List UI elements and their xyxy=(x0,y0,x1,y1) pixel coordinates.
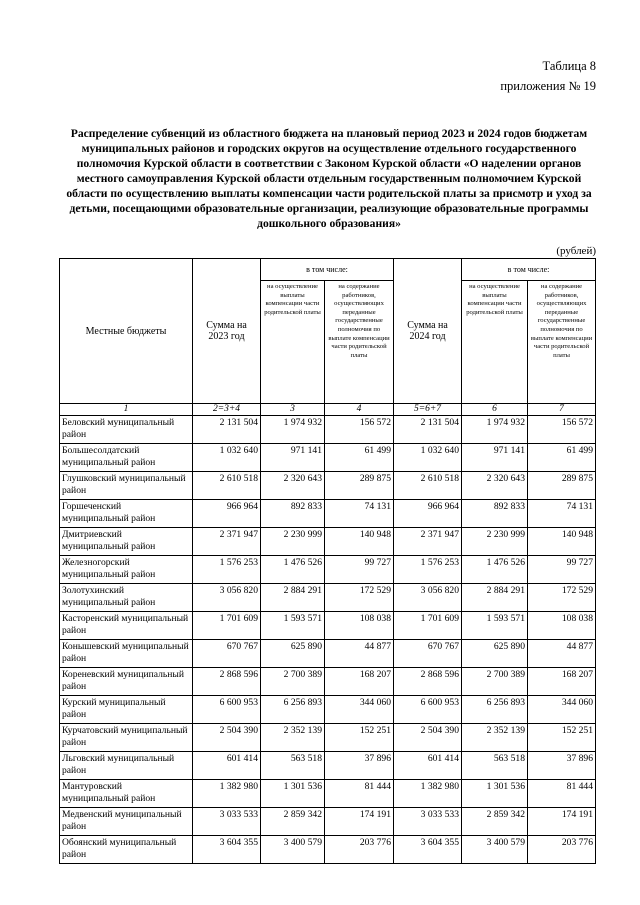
amount-cell: 1 301 536 xyxy=(261,780,325,808)
amount-cell: 74 131 xyxy=(528,500,596,528)
col-including-2024: в том числе: xyxy=(462,259,596,281)
amount-cell: 108 038 xyxy=(528,612,596,640)
table-row xyxy=(60,752,596,780)
amount-cell: 1 576 253 xyxy=(394,556,462,584)
amount-cell: 152 251 xyxy=(325,724,394,752)
amount-cell: 99 727 xyxy=(528,556,596,584)
amount-cell: 601 414 xyxy=(193,752,261,780)
amount-cell: 289 875 xyxy=(528,472,596,500)
table-row xyxy=(60,584,596,612)
amount-cell: 2 868 596 xyxy=(394,668,462,696)
table-reference xyxy=(500,56,596,96)
amount-cell: 2 868 596 xyxy=(193,668,261,696)
amount-cell: 971 141 xyxy=(462,444,528,472)
amount-cell: 2 131 504 xyxy=(394,416,462,444)
amount-cell: 6 600 953 xyxy=(193,696,261,724)
amount-cell: 156 572 xyxy=(528,416,596,444)
amount-cell: 670 767 xyxy=(394,640,462,668)
amount-cell: 1 974 932 xyxy=(462,416,528,444)
region-name: Железногорский муниципальный район xyxy=(60,556,193,584)
amount-cell: 289 875 xyxy=(325,472,394,500)
amount-cell: 174 191 xyxy=(528,808,596,836)
column-number: 6 xyxy=(462,404,528,416)
amount-cell: 37 896 xyxy=(528,752,596,780)
region-name: Большесолдатский муниципальный район xyxy=(60,444,193,472)
unit-label: (рублей) xyxy=(556,245,596,257)
amount-cell: 1 476 526 xyxy=(462,556,528,584)
table-row xyxy=(60,416,596,444)
amount-cell: 892 833 xyxy=(462,500,528,528)
amount-cell: 892 833 xyxy=(261,500,325,528)
appendix-label: приложения № 19 xyxy=(500,79,596,93)
table-row xyxy=(60,556,596,584)
amount-cell: 172 529 xyxy=(325,584,394,612)
amount-cell: 3 604 355 xyxy=(193,836,261,864)
amount-cell: 2 352 139 xyxy=(462,724,528,752)
amount-cell: 61 499 xyxy=(325,444,394,472)
amount-cell: 6 256 893 xyxy=(261,696,325,724)
amount-cell: 971 141 xyxy=(261,444,325,472)
amount-cell: 108 038 xyxy=(325,612,394,640)
amount-cell: 1 032 640 xyxy=(193,444,261,472)
amount-cell: 203 776 xyxy=(528,836,596,864)
region-name: Глушковский муниципальный район xyxy=(60,472,193,500)
column-number: 5=6+7 xyxy=(394,404,462,416)
column-number: 3 xyxy=(261,404,325,416)
region-name: Медвенский муниципальный район xyxy=(60,808,193,836)
amount-cell: 168 207 xyxy=(528,668,596,696)
amount-cell: 1 382 980 xyxy=(394,780,462,808)
col-maintenance-2024: на содержание работников, осуществляющих переданные государственные полномочия по выплате компенсации части родительской платы xyxy=(528,281,596,404)
amount-cell: 2 884 291 xyxy=(261,584,325,612)
table-row xyxy=(60,696,596,724)
table-row xyxy=(60,612,596,640)
amount-cell: 140 948 xyxy=(528,528,596,556)
region-name: Кореневский муниципальный район xyxy=(60,668,193,696)
region-name: Курский муниципальный район xyxy=(60,696,193,724)
region-name: Обоянский муниципальный район xyxy=(60,836,193,864)
amount-cell: 3 033 533 xyxy=(394,808,462,836)
amount-cell: 1 382 980 xyxy=(193,780,261,808)
table-row xyxy=(60,500,596,528)
amount-cell: 2 700 389 xyxy=(261,668,325,696)
region-name: Льговский муниципальный район xyxy=(60,752,193,780)
col-local-budgets: Местные бюджеты xyxy=(60,259,193,404)
region-name: Конышевский муниципальный район xyxy=(60,640,193,668)
amount-cell: 1 476 526 xyxy=(261,556,325,584)
amount-cell: 2 859 342 xyxy=(462,808,528,836)
table-row xyxy=(60,780,596,808)
amount-cell: 625 890 xyxy=(462,640,528,668)
amount-cell: 1 576 253 xyxy=(193,556,261,584)
region-name: Беловский муниципальный район xyxy=(60,416,193,444)
amount-cell: 172 529 xyxy=(528,584,596,612)
table-row xyxy=(60,724,596,752)
amount-cell: 601 414 xyxy=(394,752,462,780)
region-name: Горшеченский муниципальный район xyxy=(60,500,193,528)
amount-cell: 2 320 643 xyxy=(261,472,325,500)
amount-cell: 99 727 xyxy=(325,556,394,584)
amount-cell: 344 060 xyxy=(528,696,596,724)
amount-cell: 2 371 947 xyxy=(394,528,462,556)
amount-cell: 44 877 xyxy=(325,640,394,668)
col-sum-2023: Сумма на 2023 год xyxy=(193,259,261,404)
amount-cell: 563 518 xyxy=(462,752,528,780)
col-compensation-2023: на осуществление выплаты компенсации части родительской платы xyxy=(261,281,325,404)
amount-cell: 670 767 xyxy=(193,640,261,668)
table-body xyxy=(60,416,596,864)
amount-cell: 563 518 xyxy=(261,752,325,780)
amount-cell: 3 604 355 xyxy=(394,836,462,864)
column-number: 4 xyxy=(325,404,394,416)
amount-cell: 625 890 xyxy=(261,640,325,668)
region-name: Золотухинский муниципальный район xyxy=(60,584,193,612)
amount-cell: 2 504 390 xyxy=(394,724,462,752)
amount-cell: 2 131 504 xyxy=(193,416,261,444)
amount-cell: 2 230 999 xyxy=(261,528,325,556)
amount-cell: 81 444 xyxy=(325,780,394,808)
table-row xyxy=(60,472,596,500)
amount-cell: 6 256 893 xyxy=(462,696,528,724)
amount-cell: 3 056 820 xyxy=(193,584,261,612)
region-name: Дмитриевский муниципальный район xyxy=(60,528,193,556)
amount-cell: 1 701 609 xyxy=(193,612,261,640)
amount-cell: 2 352 139 xyxy=(261,724,325,752)
region-name: Касторенский муниципальный район xyxy=(60,612,193,640)
table-row xyxy=(60,836,596,864)
amount-cell: 3 033 533 xyxy=(193,808,261,836)
region-name: Мантуровский муниципальный район xyxy=(60,780,193,808)
amount-cell: 2 610 518 xyxy=(394,472,462,500)
amount-cell: 966 964 xyxy=(193,500,261,528)
amount-cell: 344 060 xyxy=(325,696,394,724)
amount-cell: 3 056 820 xyxy=(394,584,462,612)
amount-cell: 74 131 xyxy=(325,500,394,528)
amount-cell: 140 948 xyxy=(325,528,394,556)
amount-cell: 44 877 xyxy=(528,640,596,668)
document-title: Распределение субвенций из областного бюджета на плановый период 2023 и 2024 годов бюджетам муниципальных районов и городских округов на осуществление отдельного государственного полномочия Курской области в соответствии с Законом Курской области «О наделении органов местного самоуправления Курской области отдельным государственным полномочием Курской области по осуществлению выплаты компенсации части родительской платы за присмотр и уход за детьми, посещающими образовательные организации, реализующие образовательные программы дошкольного образования» xyxy=(66,127,592,230)
region-name: Курчатовский муниципальный район xyxy=(60,724,193,752)
amount-cell: 2 700 389 xyxy=(462,668,528,696)
amount-cell: 966 964 xyxy=(394,500,462,528)
amount-cell: 6 600 953 xyxy=(394,696,462,724)
amount-cell: 2 859 342 xyxy=(261,808,325,836)
col-compensation-2024: на осуществление выплаты компенсации части родительской платы xyxy=(462,281,528,404)
amount-cell: 3 400 579 xyxy=(462,836,528,864)
subsidy-table xyxy=(59,258,596,864)
table-label: Таблица 8 xyxy=(542,59,596,73)
column-number: 7 xyxy=(528,404,596,416)
table-row xyxy=(60,640,596,668)
amount-cell: 1 301 536 xyxy=(462,780,528,808)
table-row xyxy=(60,668,596,696)
amount-cell: 81 444 xyxy=(528,780,596,808)
amount-cell: 2 610 518 xyxy=(193,472,261,500)
col-including-2023: в том числе: xyxy=(261,259,394,281)
amount-cell: 37 896 xyxy=(325,752,394,780)
amount-cell: 1 032 640 xyxy=(394,444,462,472)
table-row xyxy=(60,528,596,556)
amount-cell: 168 207 xyxy=(325,668,394,696)
amount-cell: 156 572 xyxy=(325,416,394,444)
amount-cell: 1 974 932 xyxy=(261,416,325,444)
amount-cell: 152 251 xyxy=(528,724,596,752)
amount-cell: 2 884 291 xyxy=(462,584,528,612)
amount-cell: 2 504 390 xyxy=(193,724,261,752)
col-maintenance-2023: на содержание работников, осуществляющих переданные государственные полномочия по выплате компенсации части родительской платы xyxy=(325,281,394,404)
amount-cell: 2 320 643 xyxy=(462,472,528,500)
amount-cell: 203 776 xyxy=(325,836,394,864)
amount-cell: 2 230 999 xyxy=(462,528,528,556)
column-number: 2=3+4 xyxy=(193,404,261,416)
amount-cell: 61 499 xyxy=(528,444,596,472)
column-numbers-row xyxy=(60,404,596,416)
amount-cell: 3 400 579 xyxy=(261,836,325,864)
amount-cell: 1 593 571 xyxy=(261,612,325,640)
column-number: 1 xyxy=(60,404,193,416)
amount-cell: 1 701 609 xyxy=(394,612,462,640)
table-row xyxy=(60,808,596,836)
amount-cell: 174 191 xyxy=(325,808,394,836)
amount-cell: 2 371 947 xyxy=(193,528,261,556)
amount-cell: 1 593 571 xyxy=(462,612,528,640)
table-row xyxy=(60,444,596,472)
col-sum-2024: Сумма на 2024 год xyxy=(394,259,462,404)
